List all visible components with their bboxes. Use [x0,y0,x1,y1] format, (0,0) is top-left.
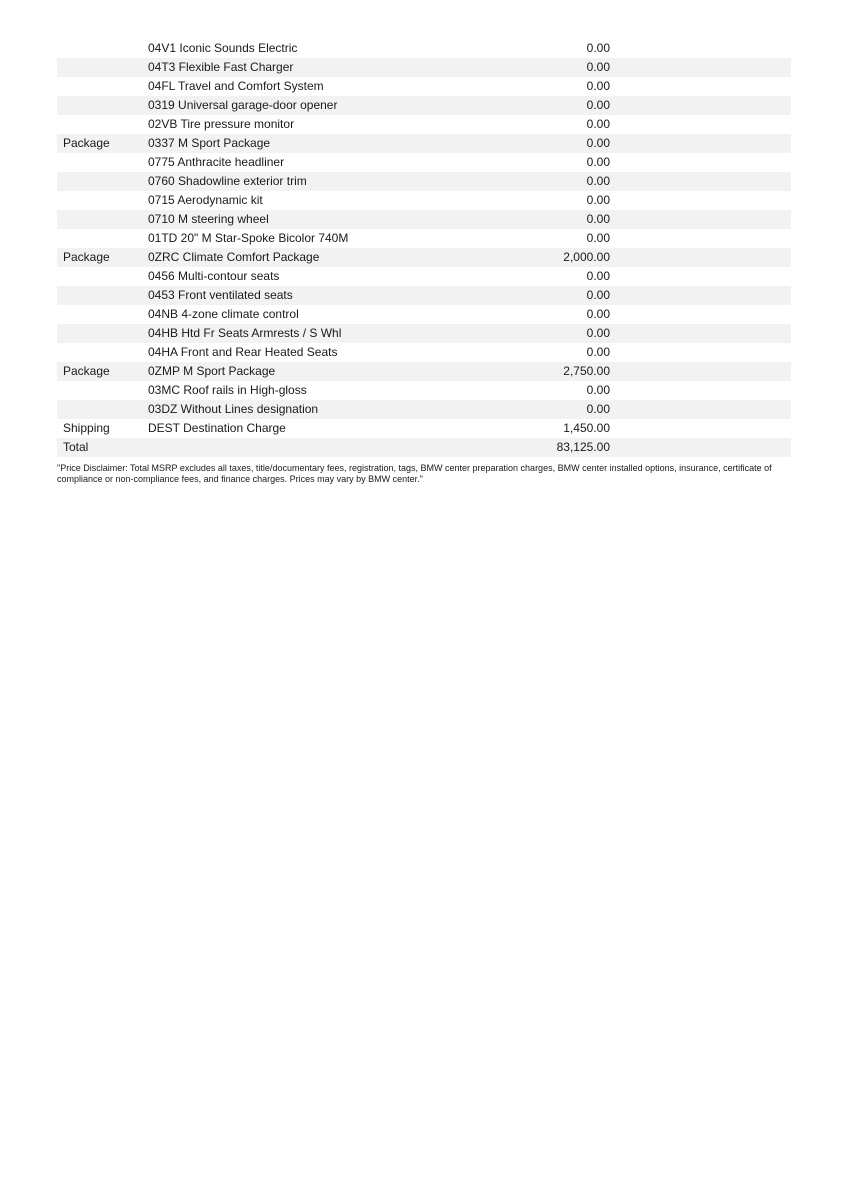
row-category-cell [57,77,148,96]
row-description-cell: 04HA Front and Rear Heated Seats [148,345,338,359]
table-row [57,191,791,210]
row-description-cell: 0775 Anthracite headliner [148,155,285,169]
table-row [57,248,791,267]
table-row [57,438,791,457]
row-spacer-cell [610,210,791,229]
table-row [57,77,791,96]
row-spacer-cell [610,39,791,58]
row-price-cell: 0.00 [586,79,610,93]
table-row [57,134,791,153]
row-category-cell: Package [63,364,110,378]
row-spacer-cell [610,77,791,96]
row-description-cell: 03DZ Without Lines designation [148,402,319,416]
row-spacer-cell [610,172,791,191]
row-price-cell: 0.00 [586,402,610,416]
table-row [57,343,791,362]
row-category-cell [57,39,148,58]
row-spacer-cell [610,343,791,362]
row-price-cell: 1,450.00 [563,421,610,435]
table-row [57,58,791,77]
row-price-cell: 0.00 [586,326,610,340]
row-description-cell: 04V1 Iconic Sounds Electric [148,41,298,55]
row-spacer-cell [610,96,791,115]
row-description-cell: 04NB 4-zone climate control [148,307,299,321]
vehicle-options-table [57,39,791,457]
row-category-cell: Shipping [63,421,110,435]
row-spacer-cell [610,438,791,457]
row-spacer-cell [610,381,791,400]
row-spacer-cell [610,134,791,153]
row-spacer-cell [610,286,791,305]
row-description-cell: 0715 Aerodynamic kit [148,193,263,207]
row-spacer-cell [610,153,791,172]
row-category-cell [57,286,148,305]
row-category-cell [57,324,148,343]
row-category-cell [57,229,148,248]
table-row [57,229,791,248]
row-price-cell: 0.00 [586,41,610,55]
table-row [57,381,791,400]
row-description-cell: 0456 Multi-contour seats [148,269,280,283]
row-price-cell: 0.00 [586,60,610,74]
row-price-cell: 0.00 [586,98,610,112]
table-row [57,96,791,115]
row-description-cell: 0ZMP M Sport Package [148,364,276,378]
row-description-cell: 04HB Htd Fr Seats Armrests / S Whl [148,326,342,340]
row-category-cell [57,58,148,77]
row-price-cell: 0.00 [586,117,610,131]
price-disclaimer: "Price Disclaimer: Total MSRP excludes all taxes, title/documentary fees, registration, tags, BMW center preparation charges, BMW center installed options, insurance, certificate of compliance or non-compliance fees, and finance charges. Prices may vary by BMW center." [57,463,772,484]
row-category-cell [57,191,148,210]
row-description-cell: 04T3 Flexible Fast Charger [148,60,294,74]
row-category-cell [57,343,148,362]
row-category-cell [57,381,148,400]
row-spacer-cell [610,58,791,77]
row-spacer-cell [610,248,791,267]
table-row [57,39,791,58]
row-category-cell [57,210,148,229]
row-description-cell: 0453 Front ventilated seats [148,288,293,302]
row-description-cell: 02VB Tire pressure monitor [148,117,295,131]
row-description-cell: 0710 M steering wheel [148,212,269,226]
row-price-cell: 0.00 [586,136,610,150]
row-price-cell: 2,000.00 [563,250,610,264]
row-description-cell: 0337 M Sport Package [148,136,271,150]
row-description-cell: 0ZRC Climate Comfort Package [148,250,320,264]
row-spacer-cell [610,115,791,134]
table-row [57,267,791,286]
row-description-cell: 0319 Universal garage-door opener [148,98,338,112]
row-category-cell [57,172,148,191]
row-category-cell [57,400,148,419]
row-spacer-cell [610,191,791,210]
row-description-cell: 0760 Shadowline exterior trim [148,174,307,188]
row-description-cell [148,438,510,457]
row-category-cell: Package [63,136,110,150]
row-price-cell: 0.00 [586,383,610,397]
row-spacer-cell [610,267,791,286]
row-category-cell [57,153,148,172]
row-price-cell: 0.00 [586,174,610,188]
table-row [57,324,791,343]
table-row [57,305,791,324]
table-row [57,400,791,419]
row-description-cell: 04FL Travel and Comfort System [148,79,324,93]
row-price-cell: 0.00 [586,212,610,226]
row-price-cell: 0.00 [586,155,610,169]
table-row [57,362,791,381]
row-spacer-cell [610,324,791,343]
table-row [57,419,791,438]
row-price-cell: 0.00 [586,269,610,283]
row-category-cell: Total [63,440,89,454]
table-row [57,210,791,229]
table-row [57,286,791,305]
row-category-cell [57,115,148,134]
row-description-cell: DEST Destination Charge [148,421,286,435]
row-price-cell: 0.00 [586,193,610,207]
row-description-cell: 03MC Roof rails in High-gloss [148,383,307,397]
row-description-cell: 01TD 20" M Star-Spoke Bicolor 740M [148,231,349,245]
table-row [57,172,791,191]
row-category-cell [57,267,148,286]
row-price-cell: 83,125.00 [556,440,610,454]
row-price-cell: 0.00 [586,345,610,359]
table-row [57,115,791,134]
row-price-cell: 0.00 [586,288,610,302]
row-spacer-cell [610,229,791,248]
row-price-cell: 2,750.00 [563,364,610,378]
table-row [57,153,791,172]
row-spacer-cell [610,419,791,438]
row-spacer-cell [610,400,791,419]
row-price-cell: 0.00 [586,231,610,245]
row-category-cell [57,96,148,115]
row-spacer-cell [610,305,791,324]
row-price-cell: 0.00 [586,307,610,321]
row-category-cell: Package [63,250,110,264]
row-spacer-cell [610,362,791,381]
row-category-cell [57,305,148,324]
